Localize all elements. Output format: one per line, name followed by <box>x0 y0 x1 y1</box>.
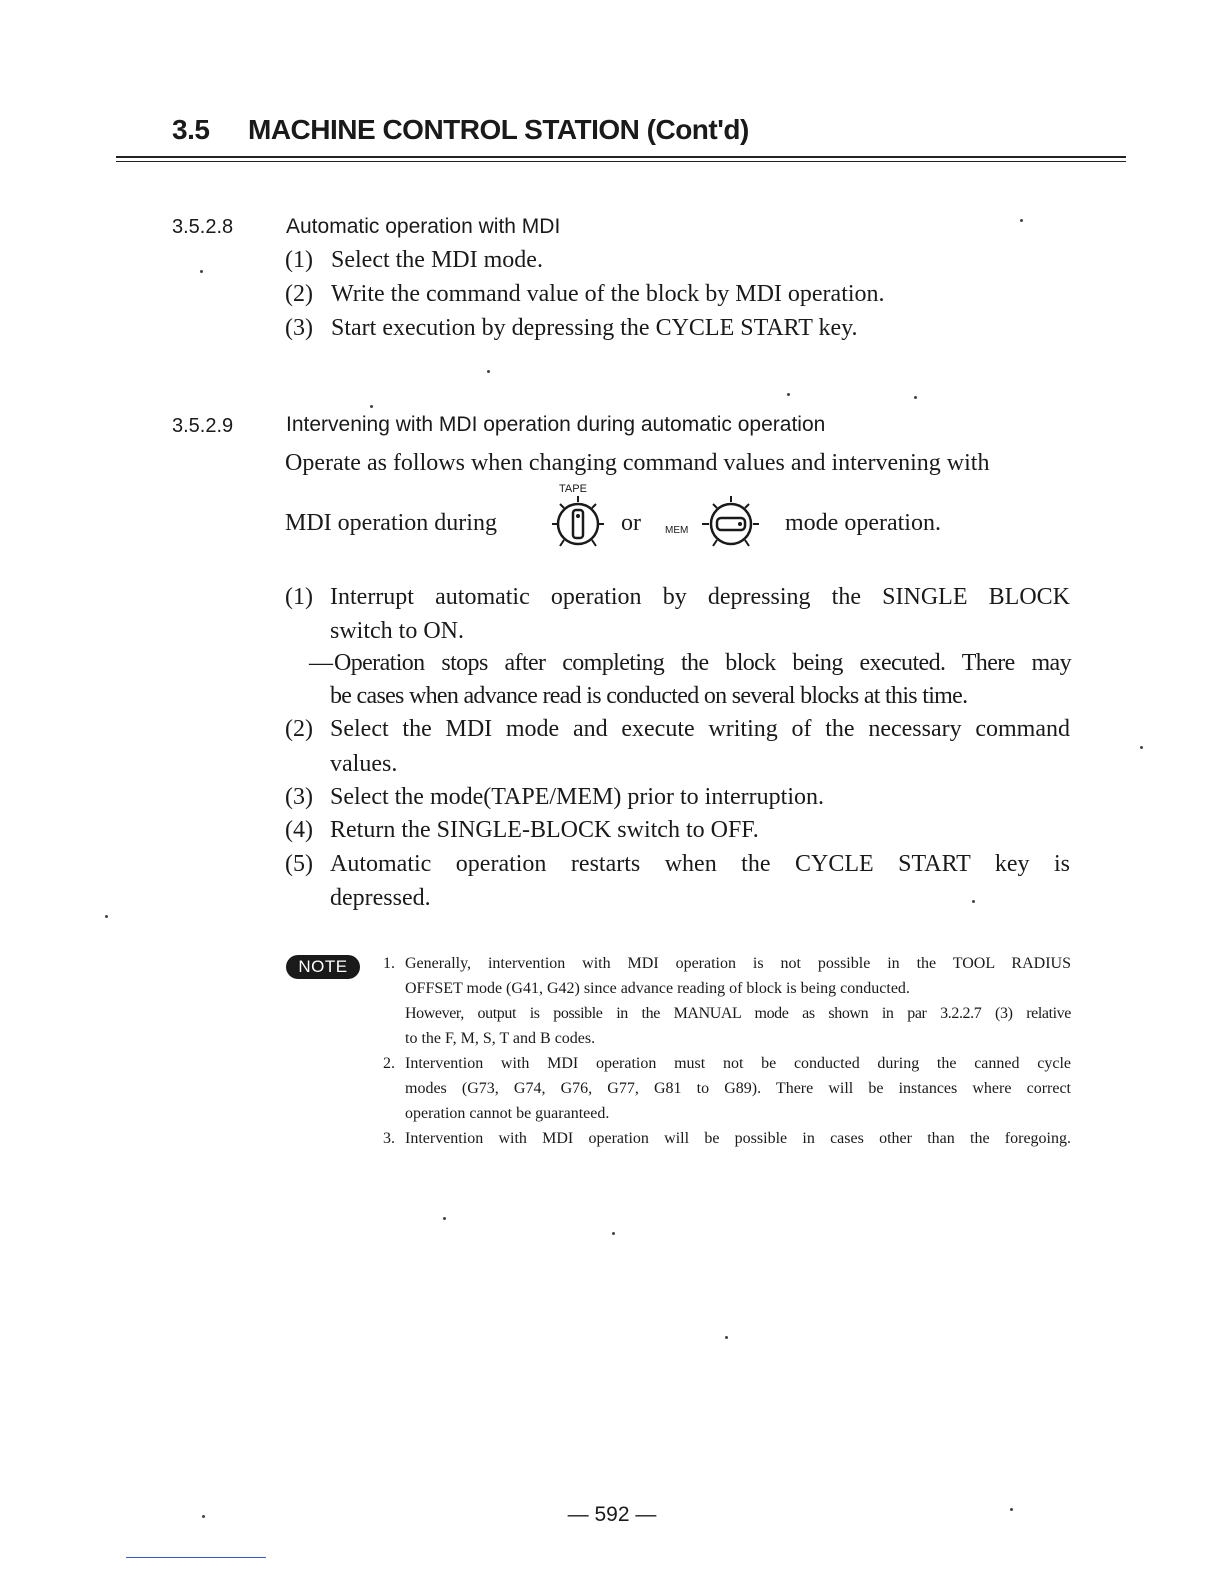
header-rule-thick <box>116 156 1126 158</box>
or-text: or <box>621 510 641 536</box>
section-3529-intro-line2b: mode operation. <box>785 510 941 536</box>
step-3528-3: (3) Start execution by depressing the CYCLE START key. <box>285 315 858 341</box>
scan-speck <box>914 396 917 399</box>
section-number-3528: 3.5.2.8 <box>172 216 234 238</box>
step-3529-2-line1: Select the MDI mode and execute writing of the necessary command <box>330 716 1070 742</box>
scan-speck <box>1140 746 1143 749</box>
footer-rule <box>126 1557 266 1558</box>
step-3529-3-line1: Select the mode(TAPE/MEM) prior to interruption. <box>330 784 824 810</box>
scan-speck <box>725 1336 728 1339</box>
step-3529-5-marker: (5) <box>285 851 313 877</box>
scan-speck <box>1010 1508 1013 1511</box>
scan-speck <box>487 370 490 373</box>
mem-mode-dial-icon <box>700 494 762 554</box>
step-3529-5-line2: depressed. <box>330 885 431 911</box>
header-section-number: 3.5 <box>172 114 210 145</box>
section-number-3529: 3.5.2.9 <box>172 415 234 437</box>
mem-dial-label: MEM <box>665 525 689 536</box>
scan-speck <box>1020 219 1023 222</box>
step-3529-dash-line1: Operation stops after completing the block being executed. There may <box>334 650 1071 676</box>
tape-mode-dial-icon <box>548 494 608 554</box>
note-1-line4: to the F, M, S, T and B codes. <box>405 1030 596 1047</box>
note-1-line2: OFFSET mode (G41, G42) since advance reading of block is being conducted. <box>405 980 910 997</box>
section-title-3528: Automatic operation with MDI <box>286 215 561 238</box>
step-3529-2-line2: values. <box>330 751 398 777</box>
note-2-number: 2. <box>383 1055 395 1072</box>
note-3-line1: Intervention with MDI operation will be possible in cases other than the foregoing. <box>405 1130 1071 1147</box>
step-3529-1-line2: switch to ON. <box>330 618 464 644</box>
scan-speck <box>200 270 203 273</box>
step-3529-3-marker: (3) <box>285 784 313 810</box>
scan-speck <box>202 1515 205 1518</box>
step-3529-2-marker: (2) <box>285 716 313 742</box>
page-header <box>172 114 749 146</box>
section-title-3529: Intervening with MDI operation during automatic operation <box>286 413 826 436</box>
section-3529-intro-line2a: MDI operation during <box>285 510 497 536</box>
section-3529-intro-line1: Operate as follows when changing command values and intervening with <box>285 450 990 476</box>
scan-speck <box>443 1217 446 1220</box>
note-1-line3: However, output is possible in the MANUAL mode as shown in par 3.2.2.7 (3) relative <box>405 1005 1071 1022</box>
step-3528-1: (1) Select the MDI mode. <box>285 247 543 273</box>
scan-speck <box>370 405 373 408</box>
note-3-number: 3. <box>383 1130 395 1147</box>
step-3529-1-marker: (1) <box>285 584 313 610</box>
note-badge: NOTE <box>286 955 360 979</box>
scan-speck <box>972 900 975 903</box>
step-3529-dash-marker: — <box>309 650 333 676</box>
page-number: — 592 — <box>567 1503 657 1526</box>
header-section-title: MACHINE CONTROL STATION (Cont'd) <box>248 114 749 145</box>
note-2-line1: Intervention with MDI operation must not be conducted during the canned cycle <box>405 1055 1071 1072</box>
note-1-number: 1. <box>383 955 395 972</box>
note-1-line1: Generally, intervention with MDI operation is not possible in the TOOL RADIUS <box>405 955 1071 972</box>
step-3529-1-line1: Interrupt automatic operation by depressing the SINGLE BLOCK <box>330 584 1070 610</box>
step-3529-dash-line2: be cases when advance read is conducted on several blocks at this time. <box>330 683 968 709</box>
tape-dial-label: TAPE <box>559 483 587 495</box>
step-3528-2: (2) Write the command value of the block by MDI operation. <box>285 281 885 307</box>
scan-speck <box>787 393 790 396</box>
note-2-line3: operation cannot be guaranteed. <box>405 1105 610 1122</box>
step-3529-5-line1: Automatic operation restarts when the CYCLE START key is <box>330 851 1070 877</box>
scan-speck <box>105 915 108 918</box>
step-3529-4-line1: Return the SINGLE-BLOCK switch to OFF. <box>330 817 759 843</box>
note-2-line2: modes (G73, G74, G76, G77, G81 to G89). There will be instances where correct <box>405 1080 1071 1097</box>
step-3529-4-marker: (4) <box>285 817 313 843</box>
header-rule-thin <box>116 161 1126 162</box>
scan-speck <box>612 1232 615 1235</box>
